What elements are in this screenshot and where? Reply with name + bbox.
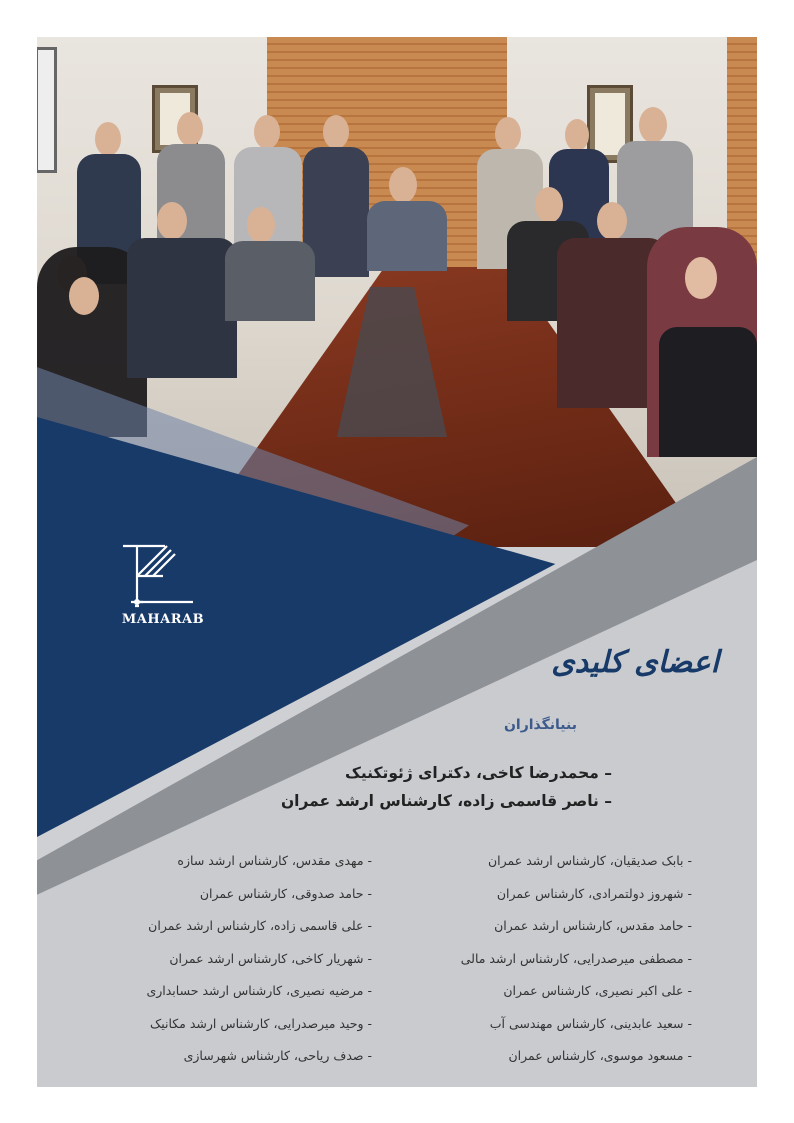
member-item: - مسعود موسوی، کارشناس عمران bbox=[508, 1048, 692, 1063]
member-item: - حامد صدوقی، کارشناس عمران bbox=[199, 885, 372, 901]
founder-1: – محمدرضا کاخی، دکترای ژئوتکنیک bbox=[344, 764, 612, 782]
member-item: - حامد مقدس، کارشناس ارشد عمران bbox=[494, 918, 692, 933]
wall-frame-edge bbox=[37, 47, 57, 173]
brochure-page bbox=[37, 37, 757, 1087]
founder-2: – ناصر قاسمی زاده، کارشناس ارشد عمران bbox=[280, 792, 612, 810]
member-item: - مصطفی میرصدرایی، کارشناس ارشد مالی bbox=[460, 950, 692, 966]
member-item: - شهریار کاخی، کارشناس ارشد عمران bbox=[169, 950, 372, 966]
member-item: - سعید عابدینی، کارشناس مهندسی آب bbox=[489, 1015, 692, 1031]
member-item: - مهدی مقدس، کارشناس ارشد سازه bbox=[177, 853, 372, 868]
page-heading: اعضای کلیدی bbox=[551, 645, 719, 680]
member-item: - علی قاسمی زاده، کارشناس ارشد عمران bbox=[148, 918, 372, 933]
logo-wordmark: MAHARAB bbox=[121, 612, 205, 627]
member-item: - شهروز دولتمرادی، کارشناس عمران bbox=[496, 885, 692, 901]
member-item: - مرضیه نصیری، کارشناس ارشد حسابداری bbox=[146, 983, 372, 998]
member-item: - بابک صدیقیان، کارشناس ارشد عمران bbox=[488, 853, 692, 868]
member-item: - وحید میرصدرایی، کارشناس ارشد مکانیک bbox=[150, 1015, 372, 1031]
members-column-right bbox=[372, 845, 692, 1073]
founders-title: بنیانگذاران bbox=[503, 717, 577, 733]
member-item: - علی اکبر نصیری، کارشناس عمران bbox=[503, 983, 692, 998]
member-item: - صدف ریاحی، کارشناس شهرسازی bbox=[183, 1048, 372, 1063]
members-column-left bbox=[52, 845, 372, 1073]
